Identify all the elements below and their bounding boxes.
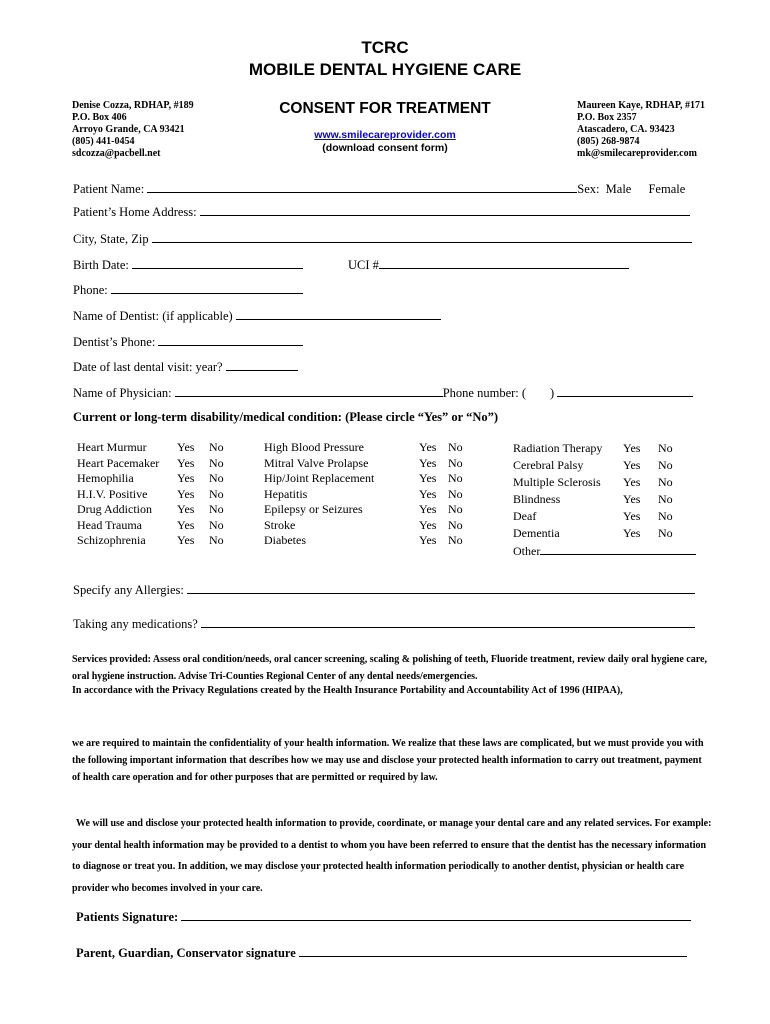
condition-name: Head Trauma (77, 517, 142, 532)
phone-label: Phone: (73, 283, 108, 297)
medications-field[interactable] (201, 616, 695, 628)
home-address-row (73, 204, 690, 220)
yes-option[interactable]: Yes (177, 471, 195, 485)
yes-option[interactable]: Yes (177, 517, 195, 532)
condition-row (264, 533, 463, 549)
patient-name-row (73, 181, 685, 197)
condition-row (77, 533, 224, 549)
condition-name: Cerebral Palsy (513, 458, 584, 472)
website-link[interactable]: www.smilecareprovider.com (314, 129, 456, 141)
right-contact-name: Maureen Kaye, RDHAP, #171 (577, 100, 706, 111)
yes-option[interactable]: Yes (419, 502, 437, 516)
no-option[interactable]: No (448, 517, 463, 532)
dentist-name-row (73, 308, 441, 324)
yes-option[interactable]: Yes (419, 440, 437, 454)
conditions-column-3 (513, 440, 673, 542)
condition-name: Diabetes (264, 533, 306, 547)
last-visit-label: Date of last dental visit: year? (73, 360, 223, 374)
condition-name: Schizophrenia (77, 533, 146, 547)
phone-row (73, 282, 303, 298)
patient-signature-label: Patients Signature: (76, 910, 179, 924)
yes-option[interactable]: Yes (177, 502, 195, 516)
dentist-name-label: Name of Dentist: (if applicable) (73, 309, 233, 323)
no-option[interactable]: No (658, 492, 673, 506)
physician-row (73, 385, 693, 401)
yes-option[interactable]: Yes (419, 517, 437, 532)
allergies-label: Specify any Allergies: (73, 583, 184, 597)
phone-field[interactable] (111, 282, 303, 294)
no-option[interactable]: No (658, 458, 673, 472)
no-option[interactable]: No (658, 441, 673, 455)
no-option[interactable]: No (448, 440, 463, 454)
right-contact-phone: (805) 268-9874 (577, 136, 640, 147)
physician-phone-field[interactable] (557, 385, 693, 397)
consent-title: CONSENT FOR TREATMENT (279, 100, 491, 117)
condition-row (264, 471, 463, 487)
condition-name: Deaf (513, 509, 537, 523)
condition-name: Multiple Sclerosis (513, 475, 601, 489)
yes-option[interactable]: Yes (623, 492, 641, 506)
physician-field[interactable] (175, 385, 443, 397)
guardian-signature-field[interactable] (299, 945, 687, 957)
condition-name: Heart Pacemaker (77, 455, 160, 470)
left-contact-city: Arroyo Grande, CA 93421 (72, 124, 185, 135)
condition-row (77, 518, 224, 534)
condition-name: Blindness (513, 492, 561, 506)
condition-row (513, 474, 673, 491)
condition-name: Hepatitis (264, 486, 308, 501)
no-option[interactable]: No (448, 471, 463, 485)
yes-option[interactable]: Yes (419, 455, 437, 470)
right-contact-city: Atascadero, CA. 93423 (577, 124, 675, 135)
yes-option[interactable]: Yes (623, 509, 641, 523)
last-visit-field[interactable] (226, 359, 298, 371)
yes-option[interactable]: Yes (177, 455, 195, 470)
other-field[interactable] (540, 543, 696, 555)
yes-option[interactable]: Yes (623, 526, 641, 540)
birth-date-field[interactable] (132, 257, 303, 269)
page-title: MOBILE DENTAL HYGIENE CARE (248, 60, 522, 79)
city-state-zip-field[interactable] (152, 231, 692, 243)
patient-signature-field[interactable] (181, 909, 691, 921)
city-state-zip-label: City, State, Zip (73, 232, 149, 246)
allergies-row (73, 582, 695, 598)
org-title: TCRC (361, 38, 409, 57)
left-contact-name: Denise Cozza, RDHAP, #189 (72, 100, 194, 111)
use-disclose-paragraph: We will use and disclose your protected health information to provide, coordinate, or manage your dental care and any related services. For example: your dental health information may be provided to a dentist to whom you have been referred to ensure that the dentist has the necessary information to diagnose or treat you. In addition, we may disclose your protected health information periodically to another dentist, physician or health care provider who becomes involved in your care. (72, 818, 712, 894)
no-option[interactable]: No (658, 526, 673, 540)
condition-name: Hip/Joint Replacement (264, 471, 375, 485)
dentist-name-field[interactable] (236, 308, 441, 320)
patient-name-label: Patient Name: (73, 182, 145, 196)
left-contact-email: sdcozza@pacbell.net (72, 148, 161, 159)
condition-name: Radiation Therapy (513, 441, 603, 455)
condition-name: Drug Addiction (77, 502, 152, 516)
uci-label: UCI # (348, 258, 379, 272)
condition-name: H.I.V. Positive (77, 486, 148, 501)
sex-label: Sex: (577, 182, 600, 196)
condition-row (77, 456, 224, 472)
yes-option[interactable]: Yes (419, 471, 437, 485)
no-option[interactable]: No (209, 455, 224, 470)
home-address-field[interactable] (200, 204, 690, 216)
yes-option[interactable]: Yes (419, 486, 437, 501)
no-option[interactable]: No (209, 533, 224, 547)
hipaa-body: we are required to maintain the confidentiality of your health information. We realize that these laws are complicated, but we must provide you with the following important information that describes how we may use and disclose your protected health information to carry out treatment, payment of health care operation and for other purposes that are permitted or required by law. (72, 738, 704, 783)
city-state-zip-row (73, 231, 692, 247)
condition-row (264, 518, 463, 534)
medications-label: Taking any medications? (73, 617, 198, 631)
last-visit-row (73, 359, 298, 375)
right-contact-email: mk@smilecareprovider.com (577, 148, 697, 159)
hipaa-intro: In accordance with the Privacy Regulations created by the Health Insurance Portability and Accountability Act of 1996 (HIPAA), (72, 685, 623, 696)
birth-date-row (73, 257, 303, 273)
left-contact-po: P.O. Box 406 (72, 112, 127, 123)
condition-name: Mitral Valve Prolapse (264, 455, 369, 470)
no-option[interactable]: No (448, 533, 463, 547)
no-option[interactable]: No (658, 509, 673, 523)
allergies-field[interactable] (187, 582, 695, 594)
dentist-phone-field[interactable] (158, 334, 303, 346)
uci-field[interactable] (379, 257, 629, 269)
condition-name: Hemophilia (77, 471, 134, 485)
condition-name: Epilepsy or Seizures (264, 502, 363, 516)
birth-date-label: Birth Date: (73, 258, 129, 272)
condition-row (264, 456, 463, 472)
other-label: Other (513, 544, 541, 558)
condition-row (77, 502, 224, 518)
patient-name-field[interactable] (147, 181, 577, 193)
yes-option[interactable]: Yes (623, 441, 641, 455)
yes-option[interactable]: Yes (177, 533, 195, 547)
condition-name: High Blood Pressure (264, 440, 364, 454)
no-option[interactable]: No (209, 486, 224, 501)
condition-row (264, 502, 463, 518)
sex-male-option[interactable]: Male (605, 182, 632, 196)
condition-row (513, 457, 673, 474)
condition-row (264, 440, 463, 456)
condition-row (264, 487, 463, 503)
no-option[interactable]: No (658, 475, 673, 489)
yes-option[interactable]: Yes (177, 486, 195, 501)
yes-option[interactable]: Yes (177, 440, 195, 454)
condition-row (513, 440, 673, 457)
physician-phone-label: Phone number: ( (442, 386, 527, 400)
yes-option[interactable]: Yes (623, 458, 641, 472)
condition-name: Stroke (264, 517, 296, 532)
condition-row (77, 471, 224, 487)
other-row (513, 543, 696, 560)
no-option[interactable]: No (209, 517, 224, 532)
conditions-heading: Current or long-term disability/medical condition: (Please circle “Yes” or “No”) (73, 410, 499, 424)
conditions-column-1 (77, 440, 224, 549)
condition-row (513, 525, 673, 542)
services-paragraph: Services provided: Assess oral condition/needs, oral cancer screening, scaling & polishing of teeth, Fluoride treatment, review daily oral hygiene care, oral hygiene instruction. Advise Tri-Counties Regional Center of any dental needs/emergencies. (72, 654, 707, 682)
guardian-signature-label: Parent, Guardian, Conservator signature (76, 946, 296, 960)
no-option[interactable]: No (209, 440, 224, 454)
yes-option[interactable]: Yes (623, 475, 641, 489)
condition-row (77, 487, 224, 503)
right-contact-block (577, 100, 705, 160)
uci-row (348, 257, 629, 273)
no-option[interactable]: No (448, 486, 463, 501)
conditions-column-2 (264, 440, 463, 549)
condition-row (513, 491, 673, 508)
home-address-label: Patient’s Home Address: (73, 205, 197, 219)
no-option[interactable]: No (448, 455, 463, 470)
dentist-phone-label: Dentist’s Phone: (73, 335, 156, 349)
guardian-signature-row (76, 945, 687, 961)
condition-row (513, 508, 673, 525)
condition-name: Heart Murmur (77, 440, 147, 454)
no-option[interactable]: No (209, 502, 224, 516)
physician-phone-close: ) (550, 386, 555, 400)
no-option[interactable]: No (209, 471, 224, 485)
no-option[interactable]: No (448, 502, 463, 516)
condition-row (77, 440, 224, 456)
download-note: (download consent form) (322, 142, 448, 154)
patient-signature-row (76, 909, 691, 925)
left-contact-phone: (805) 441-0454 (72, 136, 135, 147)
yes-option[interactable]: Yes (419, 533, 437, 547)
condition-name: Dementia (513, 526, 560, 540)
medications-row (73, 616, 695, 632)
physician-label: Name of Physician: (73, 386, 172, 400)
right-contact-po: P.O. Box 2357 (577, 112, 637, 123)
dentist-phone-row (73, 334, 303, 350)
sex-female-option[interactable]: Female (648, 182, 686, 196)
